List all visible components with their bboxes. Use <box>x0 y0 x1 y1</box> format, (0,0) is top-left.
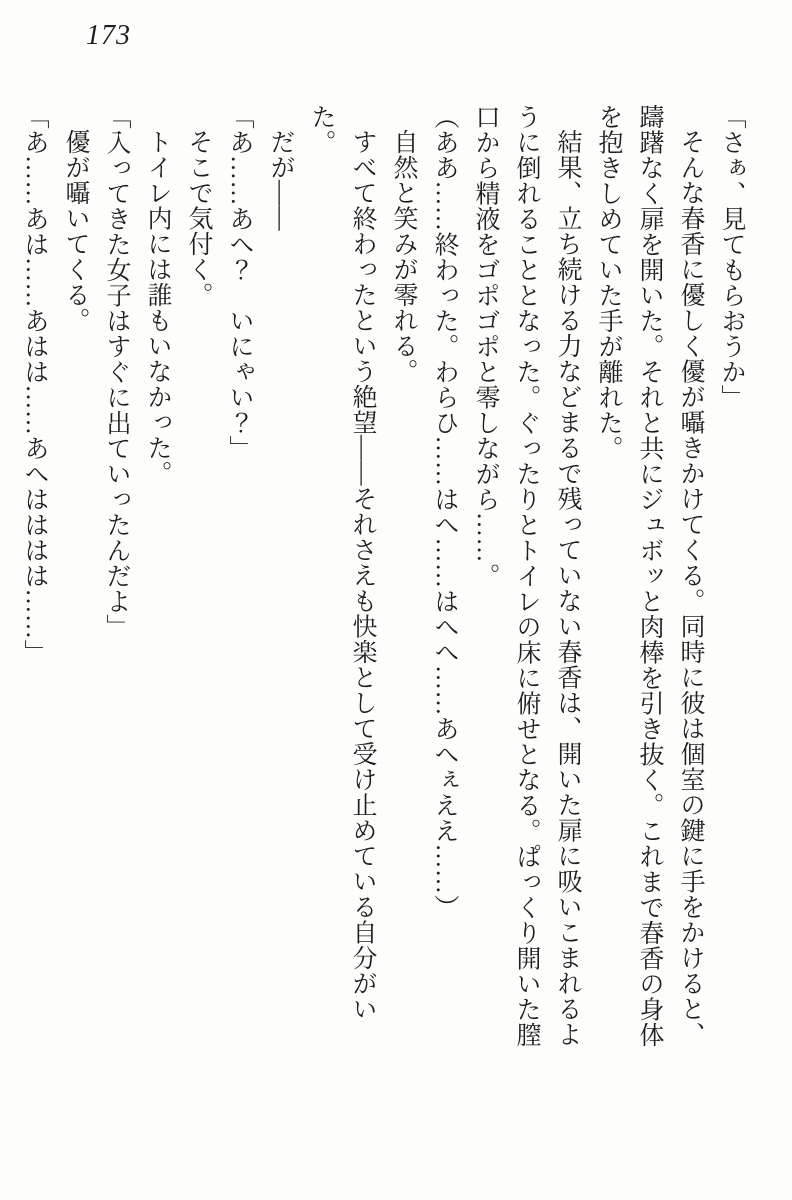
text-block <box>14 104 752 1060</box>
paragraph: すべて終わったという絶望――それさえも快楽として受け止めている自分がいた。 <box>308 104 376 1022</box>
page-number: 173 <box>86 20 131 51</box>
paragraph: 優が囁いてくる。 <box>62 129 89 333</box>
paragraph: （ああ……終わった。わらひ……はへ……はへへ……あへぇええ……） <box>431 104 458 920</box>
paragraph: そこで気付く。 <box>185 129 212 308</box>
paragraph: トイレ内には誰もいなかった。 <box>144 129 171 486</box>
paragraph: だが―― <box>267 129 294 231</box>
paragraph: 「あ……あは……あはは……あへはははは……」 <box>21 104 48 665</box>
paragraph: 「あ……あへ？ いにゃい？」 <box>226 104 253 461</box>
paragraph: 結果、立ち続ける力などまるで残っていない春香は、開いた扉に吸いこまれるように倒れることとなった。ぐったりとトイレの床に俯せとなる。ぱっくり開いた膣口から精液をゴポゴポと零しながら……。 <box>472 104 581 1048</box>
paragraph: 「さぁ、見てもらおうか」 <box>718 104 745 410</box>
paragraph: 自然と笑みが零れる。 <box>390 129 417 384</box>
paragraph: そんな春香に優しく優が囁きかけてくる。同時に彼は個室の鍵に手をかけると、躊躇なく扉を開いた。それと共にジュボッと肉棒を引き抜く。これまで春香の身体を抱きしめていた手が離れた。 <box>595 104 704 1048</box>
paragraph: 「入ってきた女子はすぐに出ていったんだよ」 <box>103 104 130 640</box>
